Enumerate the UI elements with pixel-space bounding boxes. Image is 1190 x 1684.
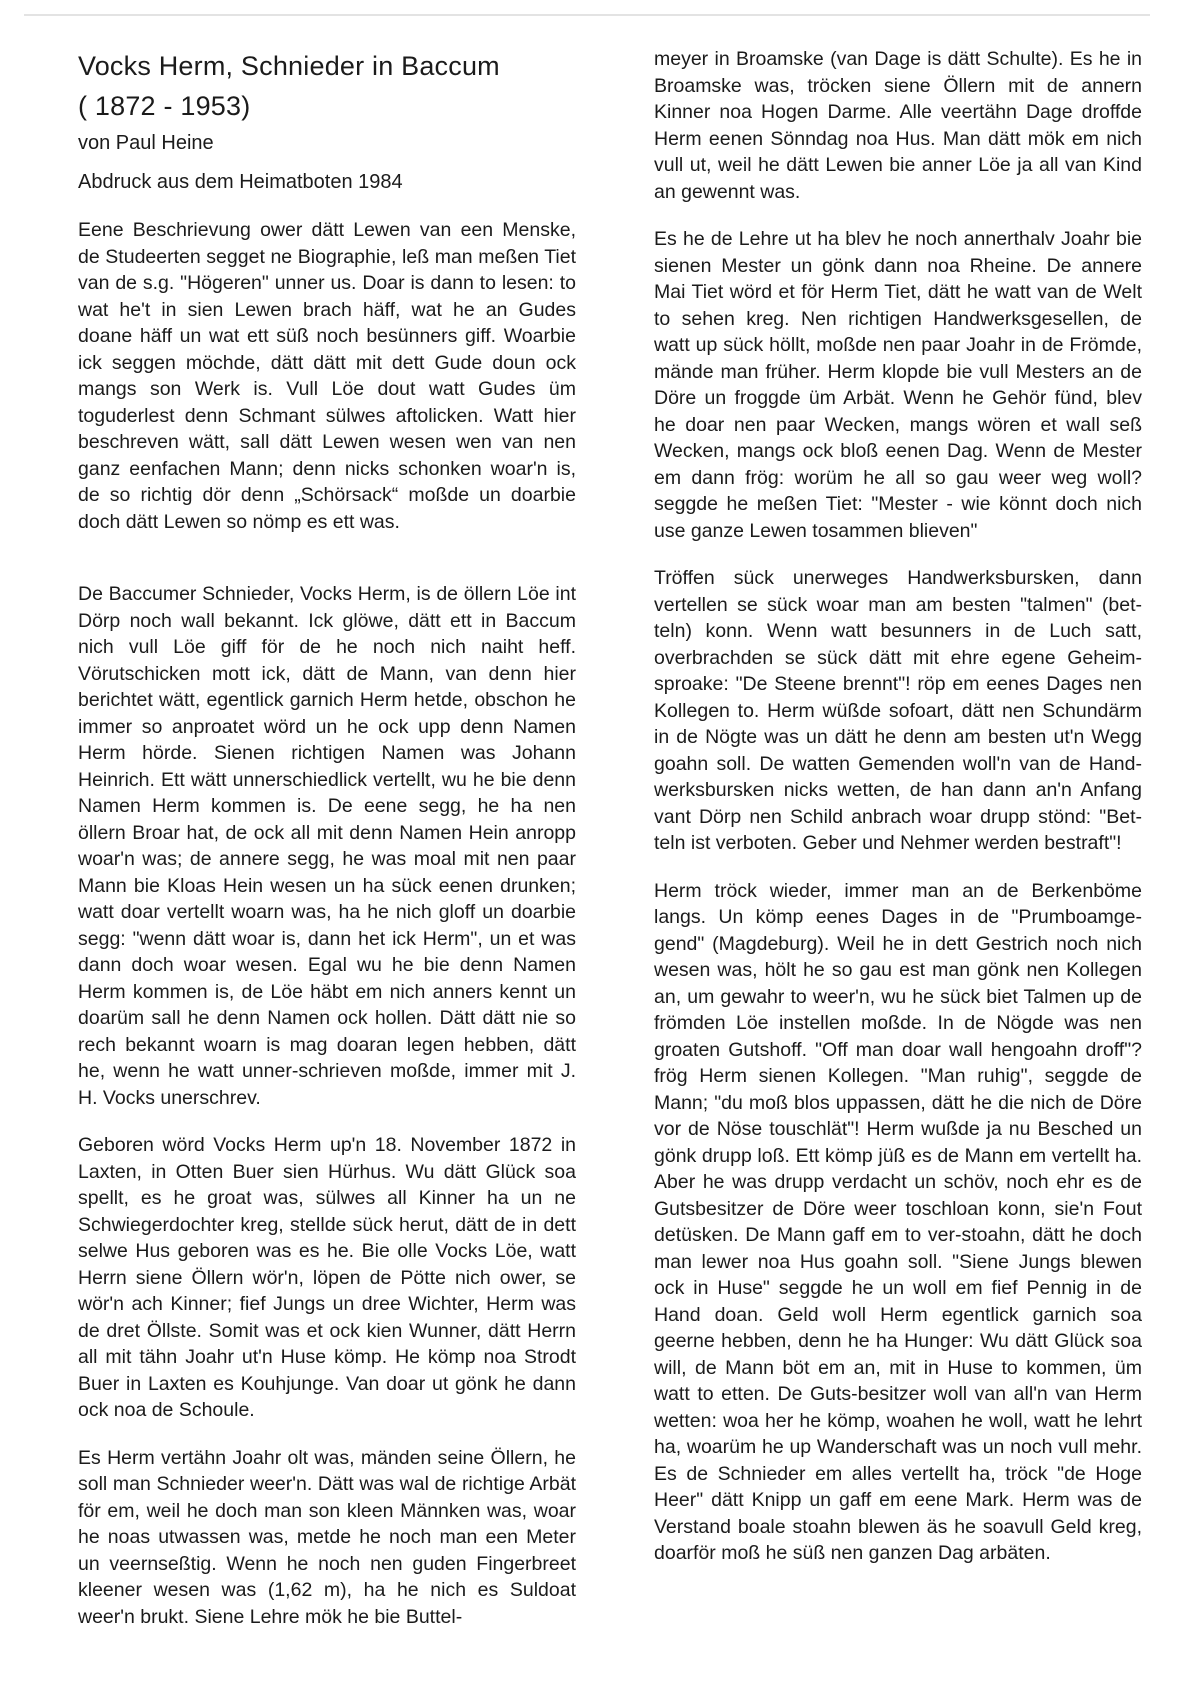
- title-block: [78, 46, 576, 195]
- paragraph-gutshoff: Herm tröck wieder, immer man an de Berkenböme langs. Un kömp eenes Dages in de "Prumboamge-gend" (Magdeburg). Weil he in dett Gestrich noch nich wesen was, hölt he so gau est man gönk nen Kollegen an, um gewahr to weer'n, wu he sück biet Talmen up de frömden Löe instellen moßde. In de Nögde was nen groaten Gutshoff. "Off man doar wall hengoahn droff"? frög Herm sienen Kollegen. "Man ruhig", seggde de Mann; "du moß blos uppassen, dätt he die nich de Döre vor de Nöse touschlät"! Herm wußde ja nu Besched un gönk drupp loß. Ett kömp jüß es de Mann em vertellt ha. Aber he was drupp verdacht un schöv, noch ehr es de Gutsbesitzer de Döre weer toschloan konn, sie'n Fout detüsken. De Mann gaff em to ver-stoahn, dätt he doch man lewer noa Hus goahn soll. "Siene Jungs blewen ock in Huse" seggde he un woll em fief Pennig in de Hand doan. Geld woll Herm egentlick garnich soa geerne hebben, denn he ha Hunger: Wu dätt Glück soa will, de Mann böt em an, mit in Huse to kommen, üm watt to etten. De Guts-besitzer woll van all'n van Herm wetten: woa her he kömp, woahen he woll, watt he lehrt ha, woarüm he up Wanderschaft was un noch vull mehr. Es de Schnieder em alles vertellt ha, tröck "de Hoge Heer" dätt Knipp un gaff em eene Mark. Herm was de Verstand boale stoahn blewen äs he soavull Geld kreg, doarför moß he süß nen ganzen Dag arbäten.: [654, 879, 1142, 1564]
- two-column-layout: [78, 46, 1142, 1630]
- scan-artifact-line: [24, 14, 1150, 16]
- page-title: [78, 46, 576, 126]
- paragraph-name-story: De Baccumer Schnieder, Vocks Herm, is de öllern Löe int Dörp noch wall bekannt. Ick glöwe, dätt ett in Baccum nich vull Löe giff för de he noch nich naiht heff. Vörutschicken mott ick, dätt de Mann, van denn hier berichtet wätt, egentlick garnich Herm hetde, obschon he immer so anproatet wörd un he ock upp denn Namen Herm hörde. Sienen richtigen Namen was Johann Heinrich. Ett wätt unnerschiedlick vertellt, wu he bie denn Namen Herm kommen is. De eene segg, he ha nen öllern Broar hat, de ock all mit denn Namen Hein anropp woar'n was; de annere segg, he was moal mit nen paar Mann bie Kloas Hein wesen un ha sück eenen drunken; watt doar vertellt woarn was, ha he nich gloff un doarbie segg: "wenn dätt woar is, dann het ick Herm", un et was dann doch woar wesen. Egal wu he bie denn Namen Herm kommen is, de Löe häbt em nich anners kennt un doarüm sall he denn Namen ock hollen. Dätt dätt nie so rech bekannt woarn is mag doaran legen hebben, dätt he, wenn he watt unner-schrieven moßde, immer mit J. H. Vocks unerschrev.: [78, 583, 576, 1109]
- paragraph-birth: Geboren wörd Vocks Herm up'n 18. November 1872 in Laxten, in Otten Buer sien Hürhus. Wu dätt Glück soa spellt, es he groat was, sülwes all Kinner ha un ne Schwiegerdochter kreg, stellde sück herut, dätt de in dett selwe Hus geboren was es he. Bie olle Vocks Löe, watt Herrn siene Öllern wör'n, löpen de Pötte nich ower, se wör'n ach Kinner; fief Jungs un dree Wichter, Herm was de dret Öllste. Somit was et ock kien Wunner, dätt Herrn all mit tähn Joahr ut'n Huse kömp. He kömp noa Strodt Buer in Laxten es Kouhjunge. Van doar ut gönk he dann ock noa de Schoule.: [78, 1134, 576, 1421]
- page-title-line-1: Vocks Herm, Schnieder in Baccum: [78, 51, 500, 81]
- left-column: [78, 46, 576, 1630]
- byline: von Paul Heine: [78, 132, 214, 154]
- paragraph-apprenticeship: Es Herm vertähn Joahr olt was, mänden seine Öllern, he soll man Schnieder weer'n. Dätt was wal de richtige Arbät för em, weil he doch man son kleen Männken was, woar he noas utwassen was, metde he noch man een Meter un veernseßtig. Wenn he noch nen guden Fingerbreet kleener wesen was (1,62 m), ha he nich es Suldoat weer'n brukt. Siene Lehre mök he bie Buttel-: [78, 1446, 576, 1628]
- paragraph-journeyman: Es he de Lehre ut ha blev he noch annerthalv Joahr bie sienen Mester un gönk dann noa Rheine. De annere Mai Tiet wörd et för Herm Tiet, dätt he watt van de Welt to sehen kreg. Nen richtigen Handwerksgesellen, de watt up sück höllt, moßde nen paar Joahr in de Frömde, mände man früher. Herm klopde bie vull Mesters an de Döre un froggde üm Arbät. Wenn he Gehör fünd, blev he doar nen paar Wecken, mangs wören et wall seß Wecken, mangs ock bloß eenen Dag. Wenn de Mester em dann frög: worüm he all so gau weer weg woll? seggde he meßen Tiet: "Mester - wie könnt doch nich use ganze Lewen tosammen blieven": [654, 228, 1142, 542]
- page-title-line-2: ( 1872 - 1953): [78, 91, 251, 121]
- paragraph-talmen: Tröffen sück unerweges Handwerksbursken, dann vertellen se sück woar man am besten "talmen" (bet-teln) konn. Wenn watt besunners in de Luch satt, overbrachden se sück dätt mit ehre egene Geheim-sproake: "De Steene brennt"! röp em eenes Dages nen Kollegen to. Herm wüßde sofoart, dätt nen Schundärm in de Nögte was un dätt he denn am besten ut'n Wegg goahn soll. De watten Gemenden woll'n van de Hand-werksbursken nicks wetten, de han dann an'n Anfang vant Dörp nen Schild anbrach woar drupp stönd: "Bet-teln ist verboten. Geber und Nehmer werden bestraft"!: [654, 567, 1142, 854]
- right-column: [654, 46, 1142, 1567]
- paragraph-broamske: meyer in Broamske (van Dage is dätt Schulte). Es he in Broamske was, tröcken siene Öllern mit de annern Kinner noa Hogen Darme. Alle veertähn Dage droffde Herm eenen Sönndag noa Hus. Man dätt mök em nich vull ut, weil he dätt Lewen bie anner Löe ja all van Kind an gewennt was.: [654, 48, 1142, 203]
- source-note: Abdruck aus dem Heimatboten 1984: [78, 171, 403, 193]
- paragraph-intro: Eene Beschrievung ower dätt Lewen van een Menske, de Studeerten segget ne Biographie, leß man meßen Tiet van de s.g. "Högeren" unner us. Doar is dann to lesen: to wat he't in sien Lewen brach häff, wat he an Gudes doane häff un wat ett süß noch besünners giff. Woarbie ick seggen möchde, dätt dätt mit dett Gude doun ock mangs son Werk is. Vull Löe dout watt Gudes üm toguderlest denn Schmant sülwes aftolicken. Watt hier beschreven wätt, sall dätt Lewen wesen wen van nen ganz eenfachen Mann; denn nicks schonken woar'n is, de so richtig dör denn „Schörsack“ moßde un doarbie doch dätt Lewen so nömp es ett was.: [78, 219, 576, 533]
